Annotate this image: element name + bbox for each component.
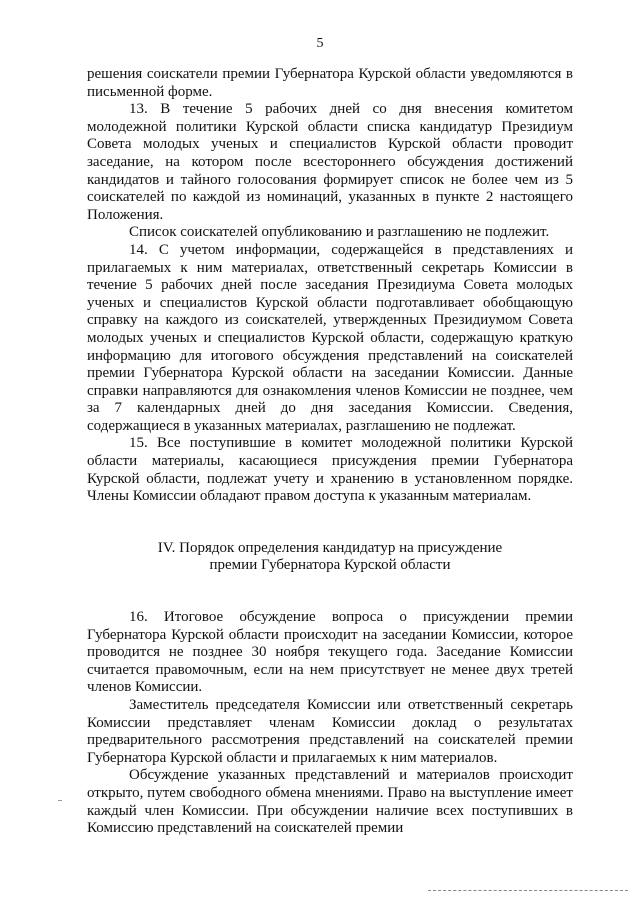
section-heading-line2: премии Губернатора Курской области xyxy=(209,557,451,574)
scan-bottom-line xyxy=(428,890,628,892)
paragraph: решения соискатели премии Губернатора Курской области уведомляются в письменной форме. xyxy=(87,66,573,100)
document-body xyxy=(87,66,573,838)
paragraphs-bottom xyxy=(87,609,573,838)
page-number: 5 xyxy=(316,36,324,51)
section-heading-line1: IV. Порядок определения кандидатур на присуждение xyxy=(157,539,503,556)
paragraph: Заместитель председателя Комиссии или ответственный секретарь Комиссии представляет членам Комиссии доклад о результатах предварительного рассмотрения представлений на соискателей премии Губернатора Курской области и прилагаемых к ним материалов. xyxy=(87,697,573,766)
paragraph: 13. В течение 5 рабочих дней со дня внесения комитетом молодежной политики Курской области списка кандидатур Президиум Совета молодых ученых и специалистов Курской области проводит заседание, на котором после всестороннего обсуждения достижений кандидатов и тайного голосования формирует список не более чем из 5 соискателей по каждой из номинаций, указанных в пункте 2 настоящего Положения. xyxy=(87,101,573,223)
paragraph: 16. Итоговое обсуждение вопроса о присуждении премии Губернатора Курской области происходит на заседании Комиссии, которое проводится не позднее 30 ноября текущего года. Заседание Комиссии считается правомочным, если на нем присутствует не менее двух третей членов Комиссии. xyxy=(87,609,573,696)
paragraph: Список соискателей опубликованию и разглашению не подлежит. xyxy=(129,224,550,241)
paragraph: 15. Все поступившие в комитет молодежной политики Курской области материалы, касающиеся присуждения премии Губернатора Курской области, подлежат учету и хранению в установленном порядке. Члены Комиссии обладают правом доступа к указанным материалам. xyxy=(87,435,573,505)
paragraph: 14. С учетом информации, содержащейся в представлениях и прилагаемых к ним материалах, ответственный секретарь Комиссии в течение 5 рабочих дней после заседания Президиума Совета молодых ученых и специалистов Курской области подготавливает обобщающую справку на каждого из соискателей, утвержденных Президиумом Совета молодых ученых и специалистов Курской области, содержащую краткую информацию для итогового обсуждения представлений на соискателей премии Губернатора Курской области на заседании Комиссии. Данные справки направляются для ознакомления членов Комиссии не позднее, чем за 7 календарных дней до дня заседания Комиссии. Сведения, содержащиеся в указанных материалах, разглашению не подлежат. xyxy=(87,241,573,434)
section-heading xyxy=(87,540,573,575)
margin-mark xyxy=(58,800,62,801)
paragraphs-top xyxy=(87,66,573,506)
paragraph: Обсуждение указанных представлений и материалов происходит открыто, путем свободного обмена мнениями. Право на выступление имеет каждый член Комиссии. При обсуждении наличие всех поступивших в Комиссию представлений на соискателей премии xyxy=(87,767,573,837)
